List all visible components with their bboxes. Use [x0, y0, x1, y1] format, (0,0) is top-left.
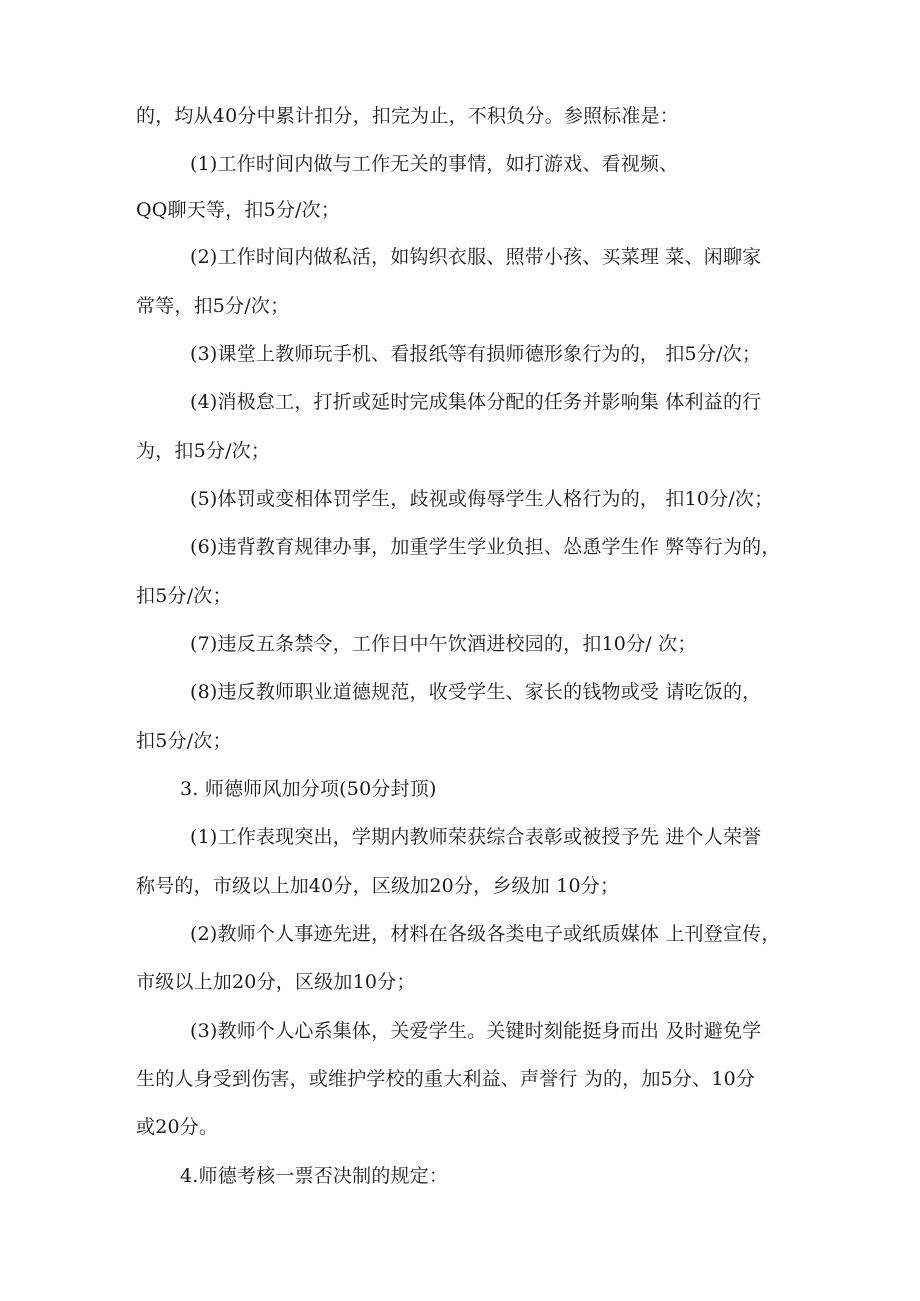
- text-line-19: 市级以上加20分，区级加10分；: [136, 971, 416, 993]
- text-line-16: (1)工作表现突出，学期内教师荣获综合表彰或被授予先 进个人荣誉: [190, 826, 762, 848]
- text-line-6: (3)课堂上教师玩手机、看报纸等有损师德形象行为的， 扣5分/次；: [190, 343, 762, 365]
- text-line-20: (3)教师个人心系集体，关爱学生。关键时刻能挺身而出 及时避免学: [190, 1020, 762, 1042]
- section-heading-4: 4.师德考核一票否决制的规定：: [180, 1165, 449, 1187]
- text-line-11: 扣5分/次；: [136, 585, 232, 607]
- text-line-18: (2)教师个人事迹先进，材料在各级各类电子或纸质媒体 上刊登宣传，: [190, 923, 781, 945]
- text-line-2: (1)工作时间内做与工作无关的事情，如打游戏、看视频、: [190, 153, 679, 175]
- text-line-21: 生的人身受到伤害，或维护学校的重大利益、声誉行 为的，加5分、10分: [136, 1068, 756, 1090]
- text-line-14: 扣5分/次；: [136, 730, 232, 752]
- text-line-10: (6)违背教育规律办事，加重学生学业负担、怂恿学生作 弊等行为的，: [190, 536, 781, 558]
- text-line-3: QQ聊天等，扣5分/次；: [136, 199, 341, 221]
- text-line-12: (7)违反五条禁令，工作日中午饮酒进校园的，扣10分/ 次；: [190, 633, 697, 655]
- text-line-1: 的，均从40分中累计扣分，扣完为止，不积负分。参照标准是：: [136, 105, 679, 127]
- text-line-4: (2)工作时间内做私活，如钩织衣服、照带小孩、买菜理 菜、闲聊家: [190, 246, 762, 268]
- text-line-17: 称号的，市级以上加40分，区级加20分，乡级加 10分；: [136, 875, 620, 897]
- text-line-8: 为，扣5分/次；: [136, 440, 271, 462]
- section-heading-3: 3. 师德师风加分项(50分封顶): [180, 778, 437, 800]
- text-line-5: 常等，扣5分/次；: [136, 295, 290, 317]
- text-line-13: (8)违反教师职业道德规范，收受学生、家长的钱物或受 请吃饭的，: [190, 681, 762, 703]
- text-line-9: (5)体罚或变相体罚学生，歧视或侮辱学生人格行为的， 扣10分/次；: [190, 488, 774, 510]
- text-line-7: (4)消极怠工，打折或延时完成集体分配的任务并影响集 体利益的行: [190, 391, 762, 413]
- text-line-22: 或20分。: [136, 1116, 219, 1138]
